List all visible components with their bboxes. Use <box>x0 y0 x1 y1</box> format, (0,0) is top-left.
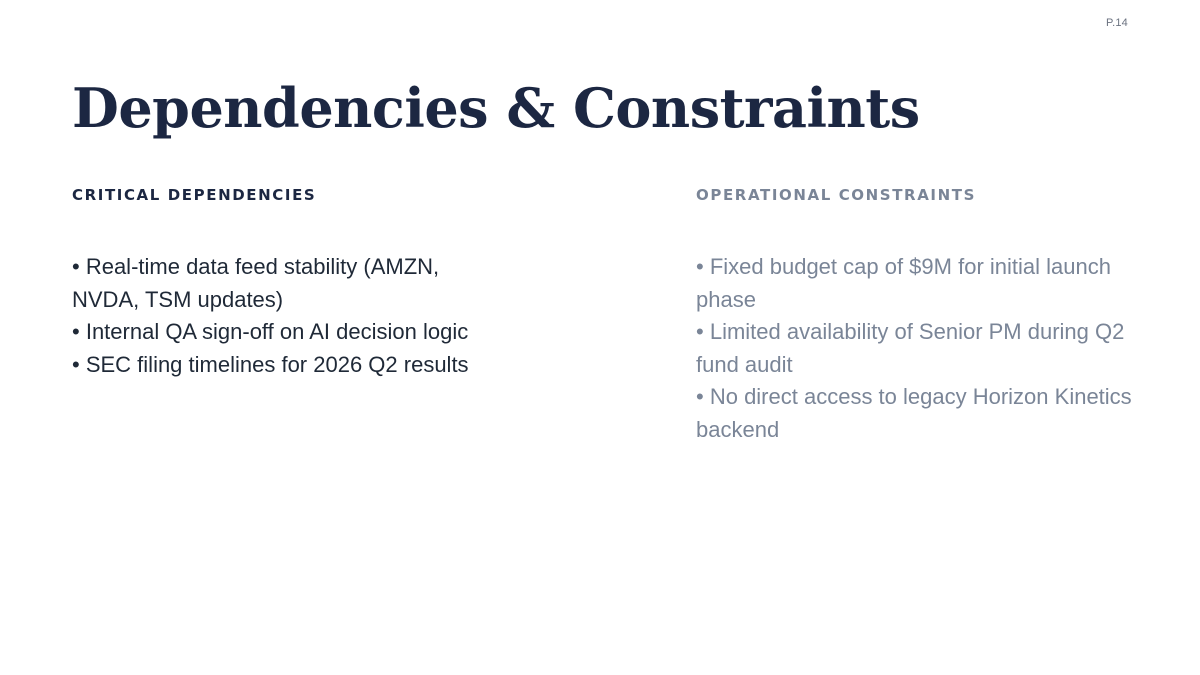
page-number: P.14 <box>1105 17 1128 29</box>
list-item: • Real-time data feed stability (AMZN, NVDA, TSM updates) <box>72 251 512 316</box>
list-item: • Limited availability of Senior PM during Q2 fund audit <box>696 316 1136 381</box>
list-item: • No direct access to legacy Horizon Kinetics backend <box>696 381 1136 446</box>
list-item: • Fixed budget cap of $9M for initial launch phase <box>696 251 1136 316</box>
dependencies-heading: CRITICAL DEPENDENCIES <box>72 186 317 204</box>
dependencies-list <box>72 251 512 381</box>
constraints-column <box>696 185 1136 442</box>
dependencies-column <box>72 185 512 377</box>
list-item: • SEC filing timelines for 2026 Q2 results <box>72 349 512 382</box>
constraints-list <box>696 251 1136 446</box>
constraints-heading: OPERATIONAL CONSTRAINTS <box>696 186 976 204</box>
list-item: • Internal QA sign-off on AI decision logic <box>72 316 512 349</box>
slide-title: Dependencies & Constraints <box>72 76 920 140</box>
